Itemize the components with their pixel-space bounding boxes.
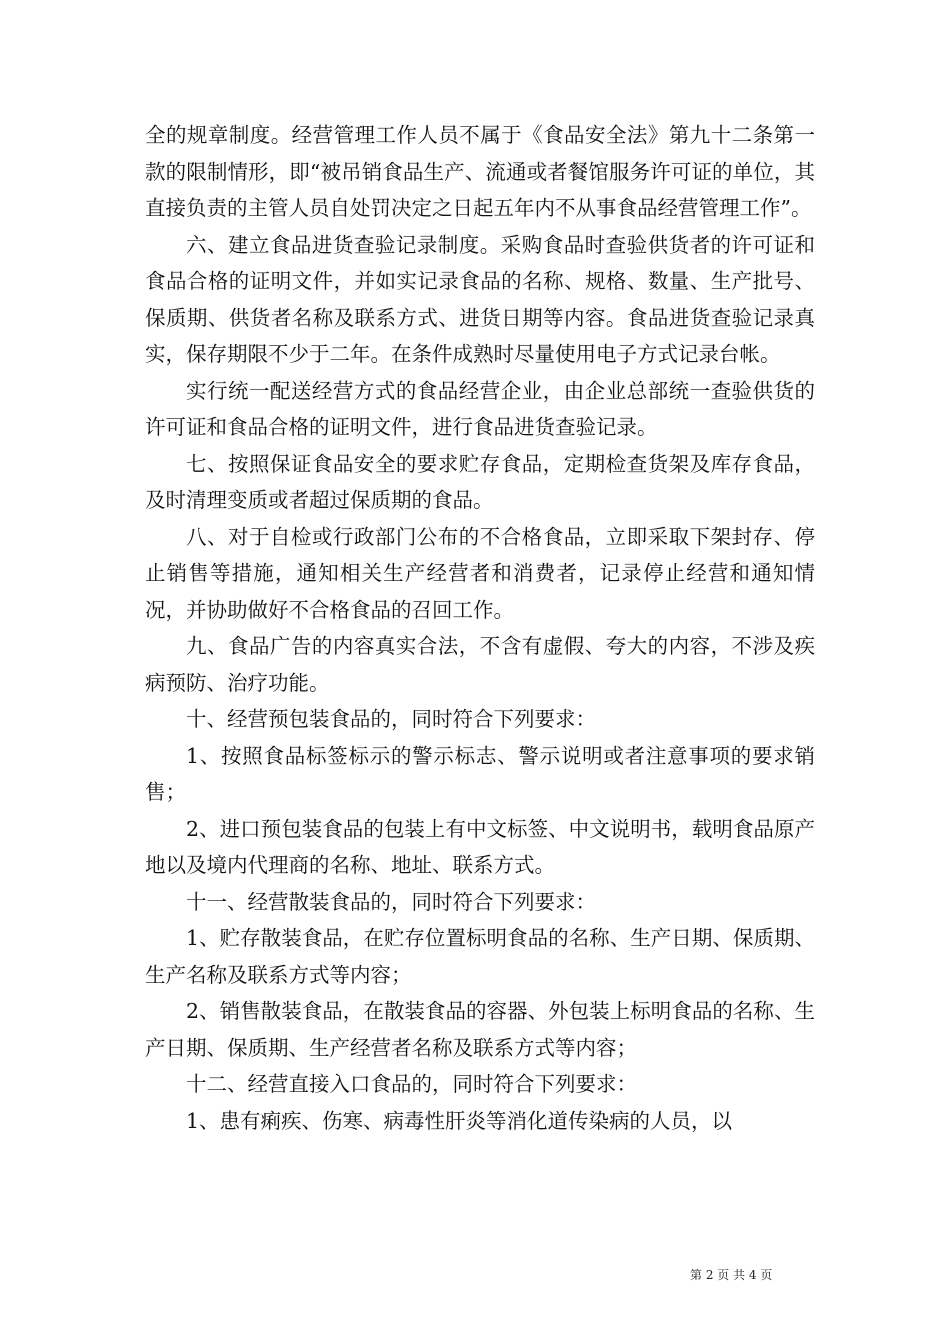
- paragraph: 全的规章制度。经营管理工作人员不属于《食品安全法》第九十二条第一款的限制情形，即“被吊销食品生产、流通或者餐馆服务许可证的单位，其直接负责的主管人员自处罚决定之日起五年内不从事食品经营管理工作”。: [145, 123, 815, 220]
- paragraph: 十、经营预包装食品的，同时符合下列要求：: [186, 707, 596, 731]
- paragraph: 2、进口预包装食品的包装上有中文标签、中文说明书，载明食品原产地以及境内代理商的名称、地址、联系方式。: [145, 816, 815, 877]
- paragraph: 九、食品广告的内容真实合法，不含有虚假、夸大的内容，不涉及疾病预防、治疗功能。: [145, 634, 815, 695]
- paragraph: 2、销售散装食品，在散装食品的容器、外包装上标明食品的名称、生产日期、保质期、生产经营者名称及联系方式等内容；: [145, 999, 815, 1060]
- paragraph: 十一、经营散装食品的，同时符合下列要求：: [186, 889, 596, 914]
- paragraph: 十二、经营直接入口食品的，同时符合下列要求：: [186, 1072, 637, 1096]
- paragraph: 实行统一配送经营方式的食品经营企业，由企业总部统一查验供货的许可证和食品合格的证明文件，进行食品进货查验记录。: [145, 378, 815, 439]
- document-body: [145, 117, 815, 1139]
- page-number: 第 2 页 共 4 页: [690, 1268, 773, 1282]
- paragraph: 八、对于自检或行政部门公布的不合格食品，立即采取下架封存、停止销售等措施，通知相关生产经营者和消费者，记录停止经营和通知情况，并协助做好不合格食品的召回工作。: [145, 524, 815, 622]
- paragraph: 六、建立食品进货查验记录制度。采购食品时查验供货者的许可证和食品合格的证明文件，并如实记录食品的名称、规格、数量、生产批号、保质期、供货者名称及联系方式、进货日期等内容。食品进货查验记录真实，保存期限不少于二年。在条件成熟时尽量使用电子方式记录台帐。: [145, 232, 815, 366]
- paragraph: 七、按照保证食品安全的要求贮存食品，定期检查货架及库存食品，及时清理变质或者超过保质期的食品。: [145, 451, 815, 512]
- paragraph: 1、按照食品标签标示的警示标志、警示说明或者注意事项的要求销售；: [145, 743, 815, 804]
- paragraph: 1、患有痢疾、伤寒、病毒性肝炎等消化道传染病的人员，以: [186, 1108, 733, 1133]
- paragraph: 1、贮存散装食品，在贮存位置标明食品的名称、生产日期、保质期、生产名称及联系方式等内容；: [145, 926, 815, 987]
